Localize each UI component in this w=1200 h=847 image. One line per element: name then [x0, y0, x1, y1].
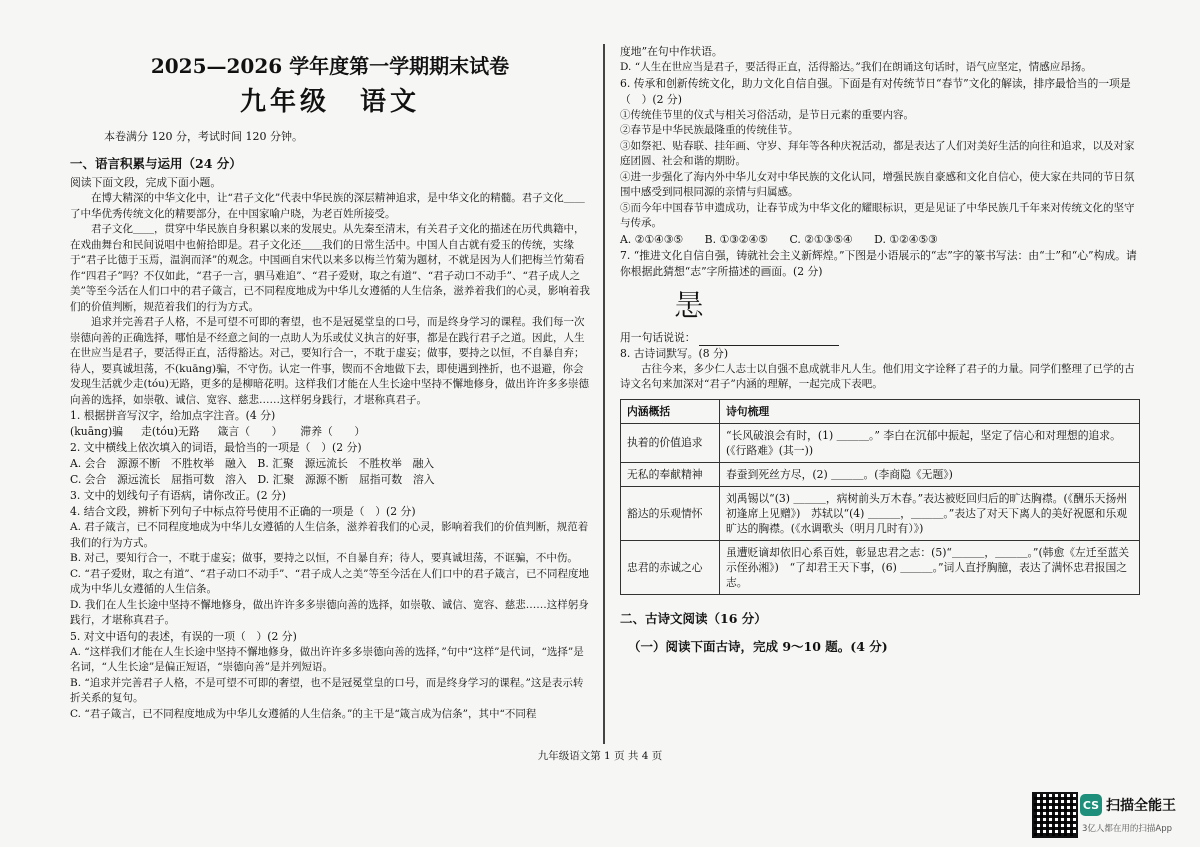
- question-4: 4. 结合文段，辨析下列句子中标点符号使用不正确的一项是（ ）(2 分): [70, 505, 416, 518]
- q7-answer-blank[interactable]: [699, 333, 839, 346]
- exam-meta: 本卷满分 120 分，考试时间 120 分钟。: [104, 130, 303, 143]
- q6-statement: ①传统佳节里的仪式与相关习俗活动，是节日元素的重要内容。: [620, 108, 914, 121]
- q4-option[interactable]: B. 对己，要知行合一，不耽于虚妄；做事，要持之以恒，不自暴自弃；待人，要真诚坦荡，不诓骗，不中伤。: [70, 552, 578, 564]
- scanner-app-name: 扫描全能王: [1106, 798, 1176, 814]
- left-column: [70, 44, 590, 722]
- question-2: 2. 文中横线上依次填入的词语，最恰当的一项是（ ）(2 分): [70, 441, 362, 454]
- passage-paragraph-3: 追求并完善君子人格，不是可望不可即的奢望，也不是冠冕堂皇的口号，而是终身学习的课程。我们每一次崇德向善的正确选择，哪怕是不经意之间的一点助人为乐或仗义执言的好事，都是在践行君子之道。因此，人生在世应当是君子，要活得正直，活得豁达。对己，要知行合一，不耽于虚妄；做事，要持之以恒，不自暴自弃；待人，要真诚坦荡，不(kuāng)骗，不守伤。认定一件事，锲而不舍地做下去，即使遇到挫折，也不退避，你会发现生活就少走(tóu)无路，更多的是柳暗花明。这样我们才能在人生长途中坚持不懈地修身，做出许许多多崇德向善的选择，如崇敬、诚信、宽容、慈悲……这样躬身践行，才堪称真君子。: [70, 316, 589, 406]
- question-8: 8. 古诗词默写。(8 分): [620, 346, 729, 360]
- q4-option[interactable]: C. “君子爱财，取之有道”、“君子动口不动手”、“君子成人之美”等至今活在人们口中的君子箴言，已不同程度地成为中华儿女遵循的人生信条。: [70, 567, 590, 595]
- q1-item[interactable]: 箴言（ ）: [217, 425, 283, 438]
- section2-subtitle: （一）阅读下面古诗，完成 9～10 题。(4 分): [628, 638, 888, 654]
- q1-item[interactable]: (kuāng)骗: [70, 425, 124, 438]
- q5-option[interactable]: B. “追求并完善君子人格，不是可望不可即的奢望，也不是冠冕堂皇的口号，而是终身学习的课程。”这是表示转折关系的复句。: [70, 676, 584, 704]
- q5-option[interactable]: C. “君子箴言，已不同程度地成为中华儿女遵循的人生信条。”的主干是“箴言成为信条”，其中“不同程: [70, 707, 537, 720]
- q6-statement: ②春节是中华民族最隆重的传统佳节。: [620, 124, 799, 136]
- exam-subtitle: 九年级 语文: [239, 87, 420, 117]
- table-cell-lines[interactable]: “长风破浪会有时，(1) ＿＿＿。” 李白在沉郁中振起，坚定了信心和对理想的追求。(《行路难》(其一)): [720, 423, 1140, 462]
- table-cell-category: 无私的奉献精神: [621, 462, 720, 486]
- table-cell-lines[interactable]: 虽遭贬谪却依旧心系百姓，彰显忠君之志：(5)“＿＿＿，＿＿＿。”(韩愈《左迁至蓝关示侄孙湘》) “了却君王天下事，(6) ＿＿＿。”词人直抒胸臆，表达了满怀忠君报国之志。: [720, 540, 1140, 594]
- question-2-options: [70, 456, 590, 488]
- table-row: [621, 462, 1140, 486]
- question-3: 3. 文中的划线句子有语病，请你改正。(2 分): [70, 489, 287, 502]
- q1-item[interactable]: 滞养（ ）: [300, 425, 366, 438]
- q6-statement: ③如祭祀、贴春联、挂年画、守岁、拜年等各种庆祝活动，都是表达了人们对美好生活的向往和追求，以及对家庭团圆、社会和谐的期盼。: [620, 139, 1135, 167]
- passage-paragraph-1: 在博大精深的中华文化中，让“君子文化”代表中华民族的深层精神追求，是中华文化的精髓。君子文化＿＿了中华优秀传统文化的精要部分，在中国家喻户晓，为老百姓所接受。: [70, 192, 585, 220]
- q8-intro: 古往今来，多少仁人志士以自强不息成就非凡人生。他们用文字诠释了君子的力量。同学们整理了已学的古诗文名句来加深对“君子”内涵的理解，一起完成下表吧。: [620, 362, 1135, 390]
- question-6: 6. 传承和创新传统文化，助力文化自信自强。下面是有对传统节日“春节”文化的解读，排序最恰当的一项是（ ）(2 分): [620, 76, 1131, 106]
- section1-intro: 阅读下面文段，完成下面小题。: [70, 176, 222, 189]
- section2-title: 二、古诗文阅读（16 分）: [620, 610, 767, 626]
- question-1: 1. 根据拼音写汉字，给加点字注音。(4 分): [70, 409, 276, 422]
- q4-option[interactable]: D. 我们在人生长途中坚持不懈地修身，做出许许多多崇德向善的选择，如崇敬、诚信、宽容、慈悲……这样躬身践行，才堪称真君子。: [70, 598, 589, 626]
- column-divider: [603, 44, 605, 744]
- camscanner-logo-icon: CS: [1080, 794, 1102, 816]
- question-5: 5. 对文中语句的表述，有误的一项（ ）(2 分): [70, 629, 297, 643]
- q2-option-row[interactable]: C. 会合 源远流长 屈指可数 溶入 D. 汇聚 源源不断 屈指可数 溶入: [70, 473, 435, 486]
- q6-statement: ④进一步强化了海内外中华儿女对中华民族的文化认同，增强民族自豪感和文化自信心，使大家在共同的节日氛围中感受到同根同源的亲情与归属感。: [620, 170, 1135, 198]
- page-footer: 九年级语文第 1 页 共 4 页: [537, 750, 663, 762]
- q6-options[interactable]: A. ②①④③⑤ B. ①③②④⑤ C. ②①③⑤④ D. ①②④⑤③: [620, 232, 938, 246]
- right-column: [620, 44, 1140, 658]
- table-cell-category: 豁达的乐观情怀: [621, 486, 720, 540]
- table-cell-category: 执着的价值追求: [621, 423, 720, 462]
- q7-answer-line: [620, 330, 1140, 346]
- question-7: 7. “推进文化自信自强，铸就社会主义新辉煌。”下图是小语展示的“志”字的篆书写法：由“士”和“心”构成。请你根据此猜想“志”字所描述的画面。(2 分): [620, 248, 1137, 278]
- q5-continuation: 度地”在句中作状语。: [620, 45, 723, 58]
- q5-option[interactable]: A. “这样我们才能在人生长途中坚持不懈地修身，做出许许多多崇德向善的选择，”句中“这样”是代词，“选择”是名词，“人生长途”是偏正短语，“崇德向善”是并列短语。: [70, 645, 584, 673]
- table-row: [621, 486, 1140, 540]
- qr-code-icon: [1032, 792, 1078, 838]
- table-header: 内涵概括: [621, 399, 720, 423]
- table-row: [621, 423, 1140, 462]
- seal-script-zhi-glyph: 𢙶: [674, 288, 704, 324]
- table-cell-category: 忠君的赤诚之心: [621, 540, 720, 594]
- table-header-row: [621, 399, 1140, 423]
- table-cell-lines[interactable]: 刘禹锡以“(3) ＿＿＿，病树前头万木春。”表达被贬回归后的旷达胸襟。(《酬乐天扬州初逢席上见赠》) 苏轼以“(4) ＿＿＿，＿＿＿。”表达了对天下离人的美好祝愿和乐观旷达的胸襟。(《水调歌头（明月几时有）》): [720, 486, 1140, 540]
- table-row: [621, 540, 1140, 594]
- section1-title: 一、语言积累与运用（24 分）: [70, 156, 242, 171]
- scanner-app-tagline: 3亿人都在用的扫描App: [1082, 824, 1173, 834]
- q5-option-d[interactable]: D. “人生在世应当是君子，要活得正直，活得豁达。”我们在朗诵这句话时，语气应坚定，情感应昂扬。: [620, 61, 1092, 73]
- table-cell-lines[interactable]: 春蚕到死丝方尽，(2) ＿＿＿。(李商隐《无题》): [720, 462, 1140, 486]
- question-1-items: [70, 424, 590, 440]
- q7-answer-prompt: 用一句话说说：: [620, 330, 696, 344]
- poetry-table: [620, 399, 1140, 595]
- exam-title: 2025—2026 学年度第一学期期末试卷: [150, 54, 510, 78]
- table-header: 诗句梳理: [720, 399, 1140, 423]
- q4-option[interactable]: A. 君子箴言，已不同程度地成为中华儿女遵循的人生信条，滋养着我们的心灵，影响着我们的价值判断，规范着我们的行为方式。: [70, 521, 589, 549]
- q1-item[interactable]: 走(tóu)无路: [141, 425, 200, 438]
- q6-statement: ⑤而今年中国春节申遗成功，让春节成为中华文化的耀眼标识，更是见证了中华民族几千年来对传统文化的坚守与传承。: [620, 201, 1135, 229]
- q2-option-row[interactable]: A. 会合 源源不断 不胜枚举 融入 B. 汇聚 源远流长 不胜枚举 融入: [70, 457, 435, 470]
- passage-paragraph-2: 君子文化＿＿，贯穿中华民族自身积累以来的发展史。从先秦至清末，有关君子文化的描述在历代典籍中，在戏曲舞台和民间说唱中也俯拾即是。君子文化还＿＿我们的日常生活中。中国人自古就有爱玉的传统，实缘于“君子比德于玉焉，温润而泽”的观念。中国画自宋代以来多以梅兰竹菊为题材，不就是因为人们把梅兰竹菊看作“四君子”吗？不仅如此，“君子一言，驷马难追”、“君子爱财，取之有道”、“君子动口不动手”、“君子成人之美”等至今活在人们口中的君子箴言，已不同程度地成为中华儿女遵循的人生信条，滋养着我们的心灵，影响着我们的价值判断，规范着我们的行为方式。: [70, 223, 590, 313]
